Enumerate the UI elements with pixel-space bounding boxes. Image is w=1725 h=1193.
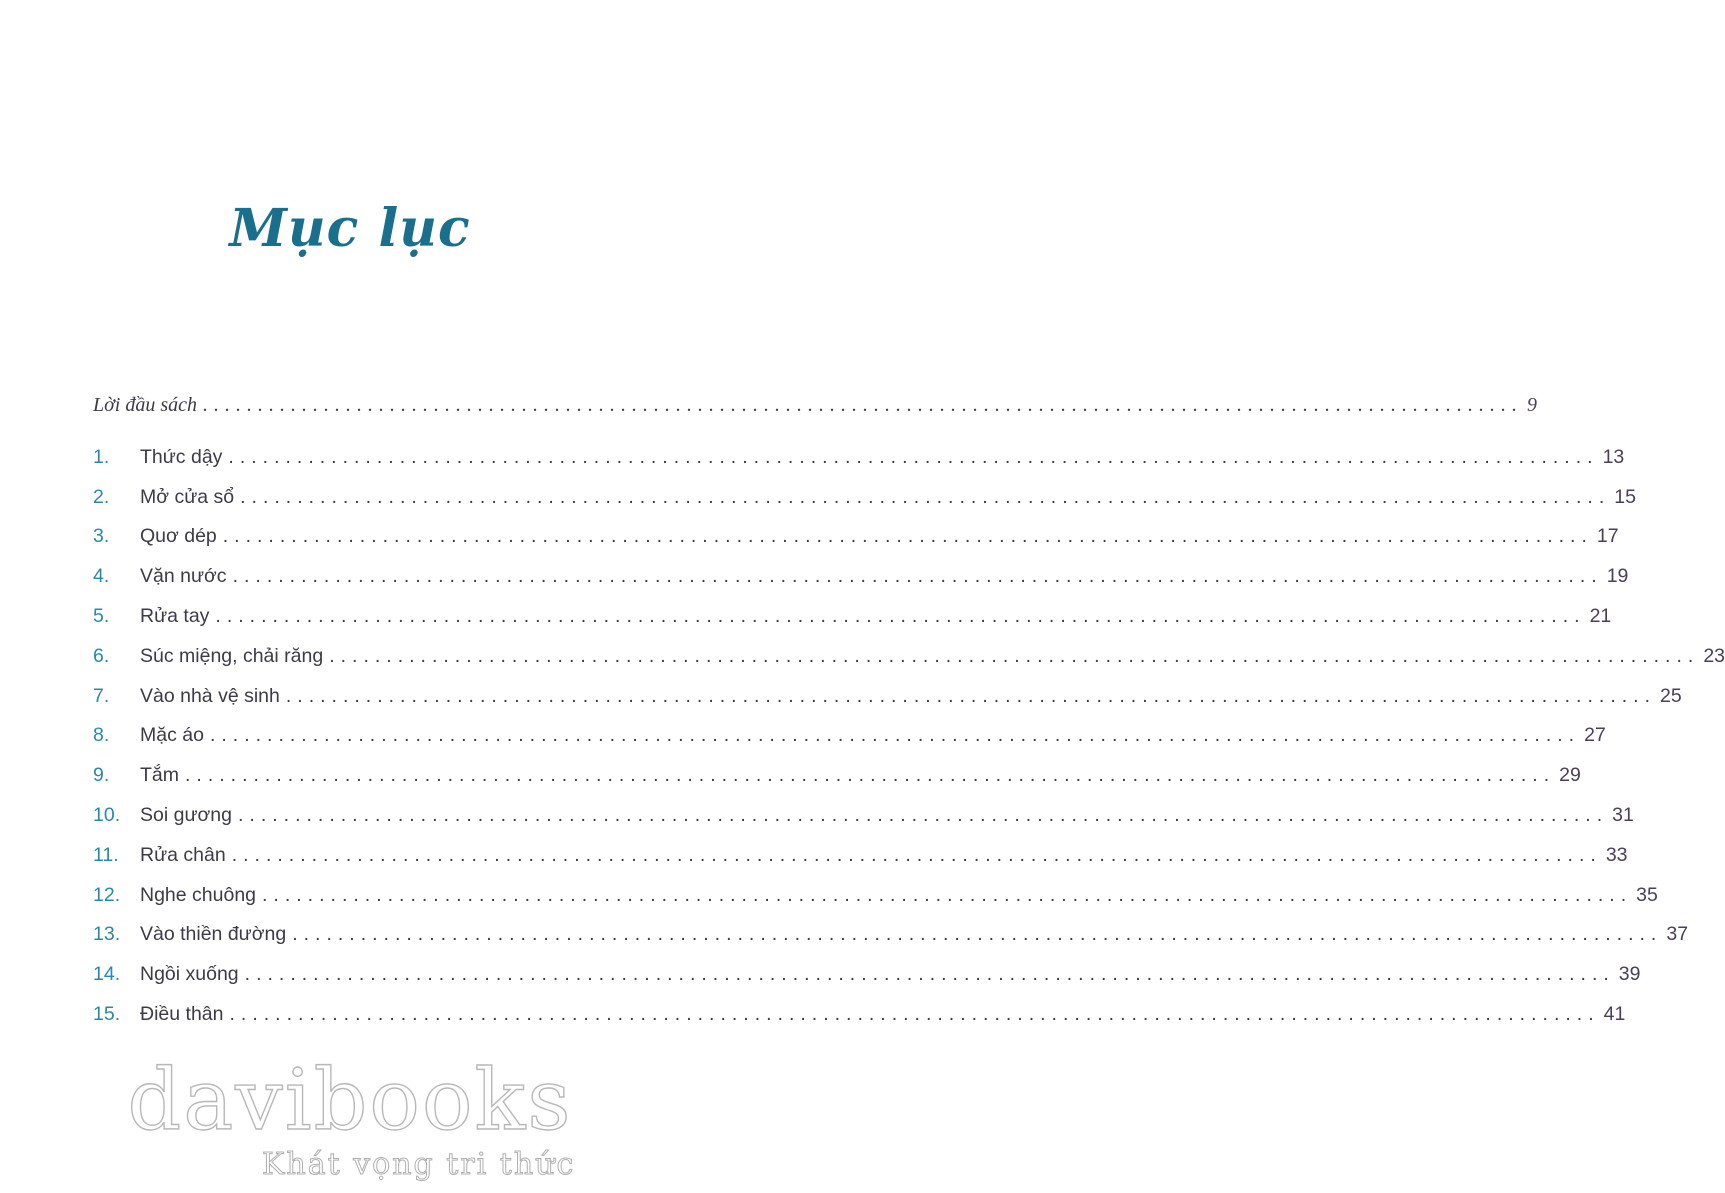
toc-label: Rửa tay [140,604,210,627]
toc-label: Ngồi xuống [140,963,239,986]
toc-number: 5. [93,604,110,627]
toc-row [93,517,1619,557]
toc-page-number: 21 [1589,604,1612,627]
toc-list [93,438,1725,1035]
toc-row [93,716,1606,756]
toc-dot-leader: ........................................................................................................................ [229,1002,1600,1025]
toc-label: Soi gương [140,803,232,826]
toc-number: 13. [93,923,121,946]
toc-row [93,597,1612,637]
toc-label: Tắm [140,764,179,787]
toc-label: Điều thân [140,1002,224,1025]
toc-dot-leader: ........................................................................................................................ [262,883,1633,906]
toc-dot-leader: ........................................................................................................................ [222,525,1593,548]
toc-number: 10. [93,803,121,826]
toc-row [93,876,1658,916]
toc-label: Nghe chuông [140,883,257,906]
toc-dot-leader: ........................................................................................................................ [209,724,1581,747]
toc-row [93,836,1628,876]
toc-page-number: 39 [1618,963,1641,986]
toc-dot-leader: ........................................................................................................................ [244,963,1615,986]
toc-row [93,915,1689,955]
toc-row [93,995,1626,1035]
toc-dot-leader: ........................................................................................................................ [185,764,1556,787]
toc-page-number: 17 [1596,525,1619,548]
toc-dot-leader: ........................................................................................................................ [237,803,1609,826]
toc-page-number: 37 [1666,923,1689,946]
toc-number: 6. [93,644,110,667]
toc-page-number: 31 [1612,803,1634,826]
toc-number: 15. [93,1002,121,1025]
toc-dot-leader: ........................................................................................................................ [292,923,1663,946]
toc-number: 11. [93,843,119,866]
toc-dot-leader: ........................................................................................................................ [285,684,1656,707]
toc-dot-leader: ........................................................................................................................ [232,565,1603,588]
toc-number: 1. [93,445,110,468]
toc-page-number: 33 [1605,843,1628,866]
toc-dot-leader: ........................................................................................................................ [215,604,1586,627]
toc-number: 2. [93,485,110,508]
toc-label: Vào nhà vệ sinh [140,684,280,707]
toc-label: Vào thiền đường [140,923,287,946]
toc-page-number: 29 [1559,764,1581,787]
toc-label: Mở cửa sổ [140,485,235,508]
toc-number: 7. [93,684,110,707]
toc-label: Quơ dép [140,525,217,548]
toc-page-number: 15 [1614,485,1636,508]
toc-number: 4. [93,565,110,588]
page-title: Mục lục [229,198,471,259]
toc-number: 14. [93,963,121,986]
table-of-contents [93,386,1725,1035]
toc-label: Mặc áo [140,724,204,747]
toc-preface-page: 9 [1527,394,1538,416]
toc-row [93,478,1636,518]
toc-page-number: 27 [1584,724,1606,747]
toc-dot-leader: ........................................................................................................................ [231,843,1602,866]
toc-page-number: 13 [1602,445,1625,468]
toc-row [93,637,1725,677]
toc-page-number: 23 [1703,644,1725,667]
toc-row [93,438,1625,478]
toc-number: 9. [93,764,110,787]
watermark-brand: davibooks [127,1051,573,1149]
toc-row [93,677,1682,717]
toc-preface-label: Lời đầu sách [93,394,198,416]
toc-label: Vặn nước [140,565,227,588]
toc-label: Súc miệng, chải răng [140,644,324,667]
toc-page-number: 41 [1603,1002,1626,1025]
toc-page-number: 35 [1636,883,1658,906]
toc-row [93,796,1634,836]
watermark-tagline: Khát vọng tri thức [262,1147,576,1182]
toc-number: 12. [93,883,121,906]
toc-page-number: 19 [1606,565,1629,588]
toc-dot-leader: ........................................................................................................................ [240,485,1611,508]
toc-preface-row [93,386,1538,426]
toc-page-number: 25 [1660,684,1682,707]
toc-dot-leader: ........................................................................................................................ [329,644,1700,667]
toc-row [93,756,1581,796]
toc-label: Thức dậy [140,445,223,468]
toc-row [93,557,1629,597]
toc-row [93,955,1641,995]
toc-dot-leader: ........................................................................................................................ [203,394,1524,416]
toc-dot-leader: ........................................................................................................................ [228,445,1599,468]
toc-label: Rửa chân [140,843,226,866]
toc-number: 3. [93,525,110,548]
toc-number: 8. [93,724,110,747]
